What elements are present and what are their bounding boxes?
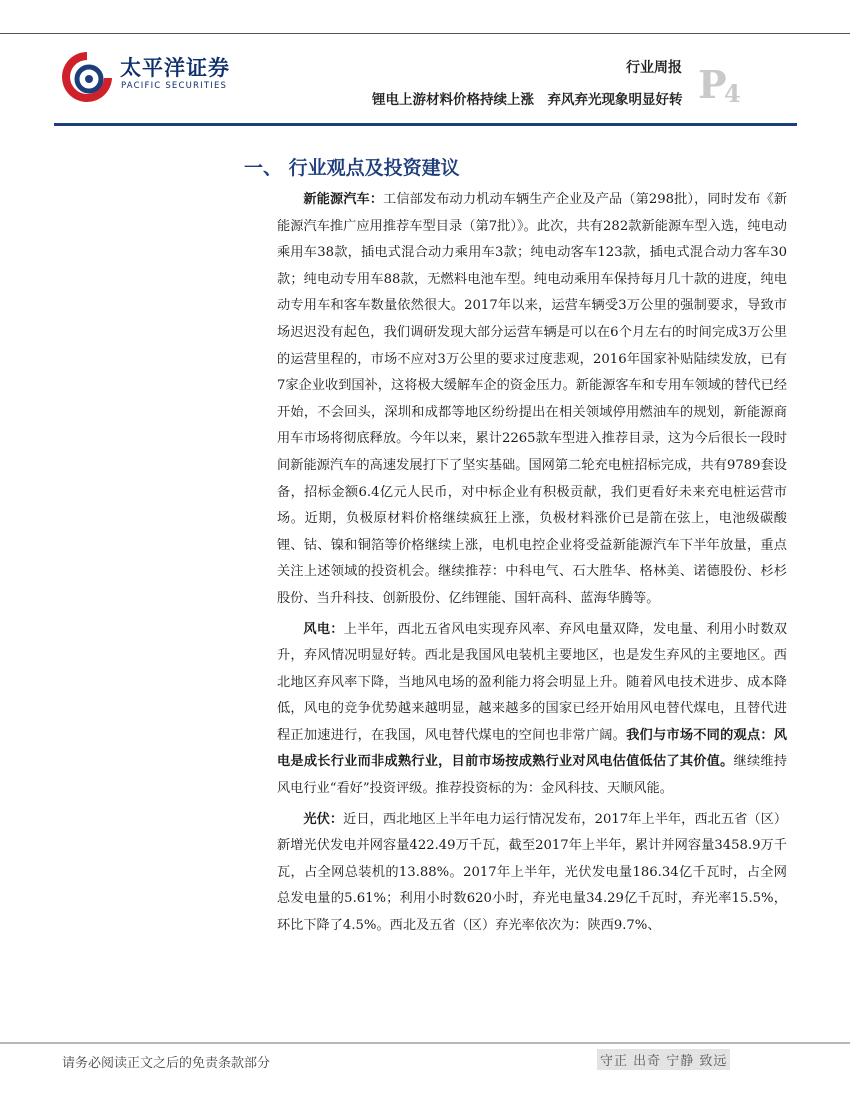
- footer-motto: 守正 出奇 宁静 致远: [597, 1049, 730, 1070]
- paragraph-lead: 风电：: [303, 621, 344, 637]
- paragraph-pv: [277, 807, 787, 940]
- section-title: 一、 行业观点及投资建议: [244, 157, 460, 179]
- paragraph-highlight: 我们与市场不同的观点：风电是成长行业而非成熟行业，目前市场按成熟行业对风电估值低估了其价值。: [277, 727, 787, 770]
- footer-rule: [0, 1042, 850, 1044]
- paragraph-body: 上半年，西北五省风电实现弃风率、弃风电量双降，发电量、利用小时数双升，弃风情况明显好转。西北是我国风电装机主要地区，也是发生弃风的主要地区。西北地区弃风率下降，当地风电场的盈利能力将会明显上升。随着风电技术进步、成本降低，风电的竞争优势越来越明显，越来越多的国家已经开始用风电替代煤电，且替代进程正加速进行，在我国，风电替代煤电的空间也非常广阔。: [277, 621, 788, 743]
- paragraph-lead: 光伏：: [303, 811, 344, 827]
- logo-mark-icon: [60, 48, 114, 108]
- report-title: 锂电上游材料价格持续上涨 弃风弃光现象明显好转: [372, 92, 683, 108]
- page-letter: P: [698, 62, 727, 107]
- footer-disclaimer: 请务必阅读正文之后的免责条款部分: [62, 1056, 271, 1071]
- page-number: 4: [724, 79, 741, 108]
- paragraph-tail: 继续维持风电行业“看好”投资评级。推荐投资标的为：金风科技、天顺风能。: [277, 754, 788, 797]
- paragraph-body: 工信部发布动力机动车辆生产企业及产品（第298批），同时发布《新能源汽车推广应用推荐车型目录（第7批）》。此次，共有282款新能源车型入选，纯电动乘用车38款，插电式混合动力乘用车3款；纯电动客车123款，插电式混合动力客车30款；纯电动专用车88款，无燃料电池车型。纯电动乘用车保持每月几十款的进度，纯电动专用车和客车数量依然很大。2017年以来，运营车辆受3万公里的强制要求，导致市场迟迟没有起色，我们调研发现大部分运营车辆是可以在6个月左右的时间完成3万公里的运营里程的，市场不应对3万公里的要求过度悲观，2016年国家补贴陆续发放，已有7家企业收到国补，这将极大缓解车企的资金压力。新能源客车和专用车领域的替代已经开始，不会回头，深圳和成都等地区纷纷提出在相关领域停用燃油车的规划，新能源商用车市场将彻底释放。今年以来，累计2265款车型进入推荐目录，这为今后很长一段时间新能源汽车的高速发展打下了坚实基础。国网第二轮充电桩招标完成，共有9789套设备，招标金额6.4亿元人民币，对中标企业有积极贡献，我们更看好未来充电桩运营市场。近期，负极原材料价格继续疯狂上涨，负极材料涨价已是箭在弦上，电池级碳酸锂、钴、镍和铜箔等价格继续上涨，电机电控企业将受益新能源汽车下半年放量，重点关注上述领域的投资机会。继续推荐：中科电气、石大胜华、格林美、诺德股份、杉杉股份、当升科技、创新股份、亿纬锂能、国轩高科、蓝海华腾等。: [277, 192, 788, 606]
- body-text: [277, 187, 787, 944]
- paragraph-ev: [277, 187, 787, 613]
- header-rule: [54, 123, 797, 126]
- paragraph-wind: [277, 617, 787, 803]
- company-logo: [60, 48, 260, 108]
- logo-english-name: PACIFIC SECURITIES: [121, 81, 228, 91]
- paragraph-lead: 新能源汽车：: [303, 192, 384, 207]
- paragraph-body: 近日，西北地区上半年电力运行情况发布，2017年上半年，西北五省（区）新增光伏发电并网容量422.49万千瓦，截至2017年上半年，累计并网容量3458.9万千瓦，占全网总装机的13.88%。2017年上半年，光伏发电量186.34亿千瓦时，占全网总发电量的5.61%；利用小时数620小时，弃光电量34.29亿千瓦时，弃光率15.5%，环比下降了4.5%。西北及五省（区）弃光率依次为：陕西9.7%、: [277, 811, 788, 934]
- top-rule: [0, 33, 850, 34]
- logo-chinese-name: 太平洋证券: [120, 56, 230, 80]
- report-category: 行业周报: [626, 60, 682, 76]
